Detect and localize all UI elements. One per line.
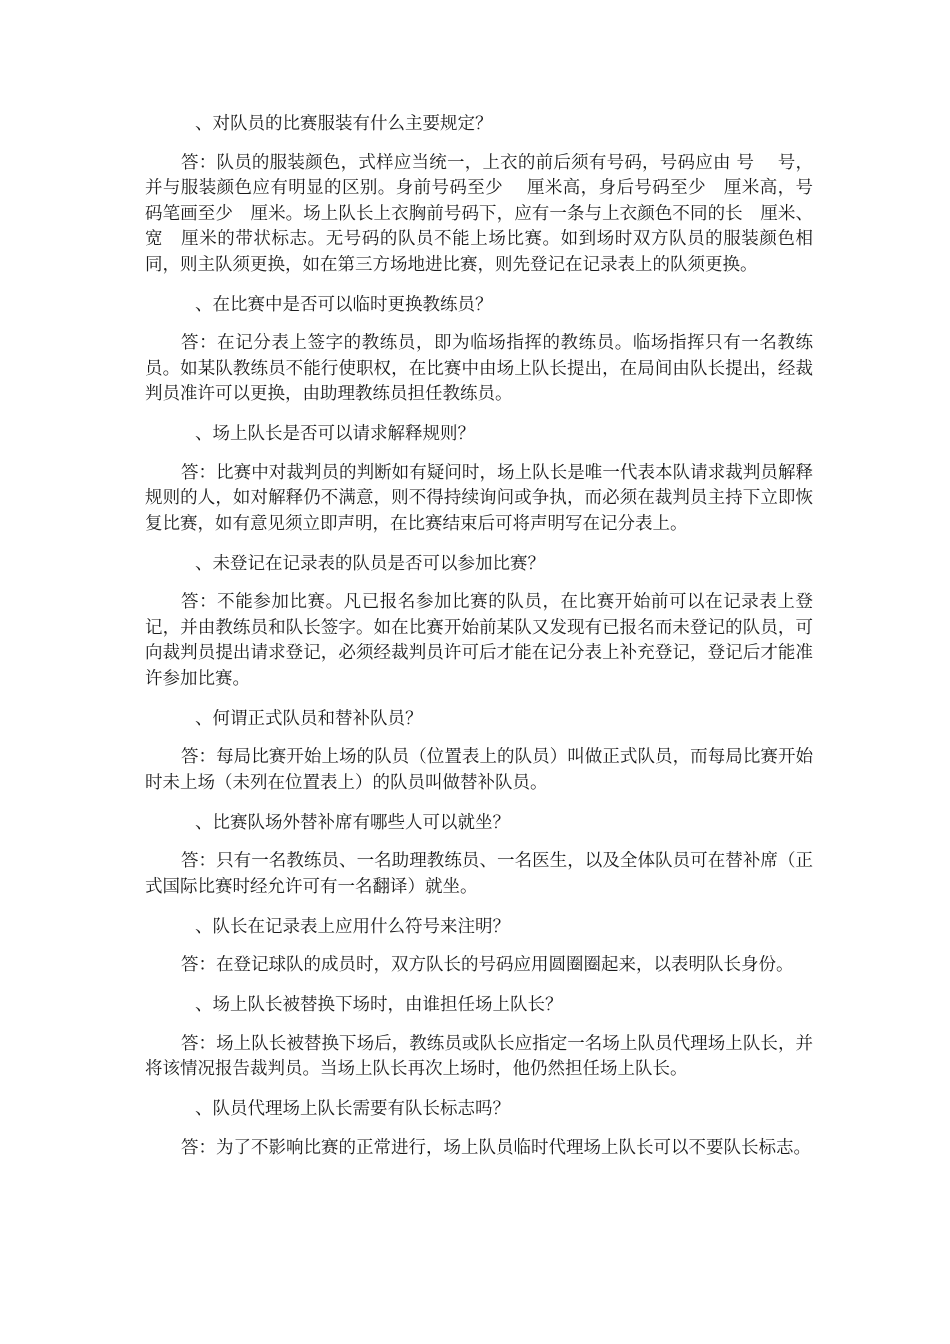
qa-item	[145, 915, 813, 979]
answer-text: 答：为了不影响比赛的正常进行，场上队员临时代理场上队长可以不要队长标志。	[181, 1137, 811, 1158]
answer-text: 答：每局比赛开始上场的队员（位置表上的队员）叫做正式队员，而每局比赛开始时未上场（未列在位置表上）的队员叫做替补队员。	[145, 747, 813, 793]
question-text: 、队员代理场上队长需要有队长标志吗？	[195, 1099, 510, 1119]
answer-text: 答：场上队长被替换下场后，教练员或队长应指定一名场上队员代理场上队长，并将该情况报告裁判员。当场上队长再次上场时，他仍然担任场上队长。	[145, 1033, 813, 1079]
document-body	[145, 112, 813, 1176]
answer-text: 答：比赛中对裁判员的判断如有疑问时，场上队长是唯一代表本队请求裁判员解释规则的人，如对解释仍不满意，则不得持续询问或争执，而必须在裁判员主持下立即恢复比赛，如有意见须立即声明，在比赛结束后可将声明写在记分表上。	[145, 462, 813, 534]
qa-item	[145, 707, 813, 797]
question-text: 、队长在记录表上应用什么符号来注明？	[195, 916, 510, 937]
question-text: 、比赛队场外替补席有哪些人可以就坐？	[195, 812, 510, 833]
qa-item	[145, 293, 813, 408]
qa-item	[145, 112, 813, 278]
answer-text: 答：只有一名教练员、一名助理教练员、一名医生，以及全体队员可在替补席（正式国际比赛时经允许可有一名翻译）就坐。	[145, 851, 813, 897]
question-text: 、对队员的比赛服装有什么主要规定？	[195, 114, 493, 134]
question-text: 、未登记在记录表的队员是否可以参加比赛？	[195, 553, 545, 574]
question-text: 、何谓正式队员和替补队员？	[195, 708, 423, 729]
answer-text: 答：不能参加比赛。凡已报名参加比赛的队员，在比赛开始前可以在记录表上登记，并由教练员和队长签字。如在比赛开始前某队又发现有已报名而未登记的队员，可向裁判员提出请求登记，必须经裁判员许可后才能在记分表上补充登记，登记后才能准许参加比赛。	[145, 592, 813, 689]
qa-item	[145, 811, 813, 901]
qa-item	[145, 422, 813, 537]
answer-text: 答：在记分表上签字的教练员，即为临场指挥的教练员。临场指挥只有一名教练员。如某队教练员不能行使职权，在比赛中由场上队长提出，在局间由队长提出，经裁判员准许可以更换，由助理教练员担任教练员。	[145, 333, 813, 404]
qa-item	[145, 1097, 813, 1161]
question-text: 、场上队长是否可以请求解释规则？	[195, 424, 475, 444]
qa-item	[145, 993, 813, 1083]
qa-item	[145, 552, 813, 693]
answer-text: 答：队员的服装颜色，式样应当统一，上衣的前后须有号码，号码应由 号 号，并与服装颜色应有明显的区别。身前号码至少 厘米高，身后号码至少 厘米高，号码笔画至少 厘米。场上队长上衣胸前号码下，应有一条与上衣颜色不同的长 厘米、宽 厘米的带状标志。无号码的队员不能上场比赛。如到场时双方队员的服装颜色相同，则主队须更换，如在第三方场地进比赛，则先登记在记录表上的队须更换。	[145, 152, 813, 275]
question-text: 、场上队长被替换下场时，由谁担任场上队长？	[195, 995, 563, 1015]
question-text: 、在比赛中是否可以临时更换教练员？	[195, 294, 493, 315]
answer-text: 答：在登记球队的成员时，双方队长的号码应用圆圈圈起来，以表明队长身份。	[181, 955, 794, 975]
